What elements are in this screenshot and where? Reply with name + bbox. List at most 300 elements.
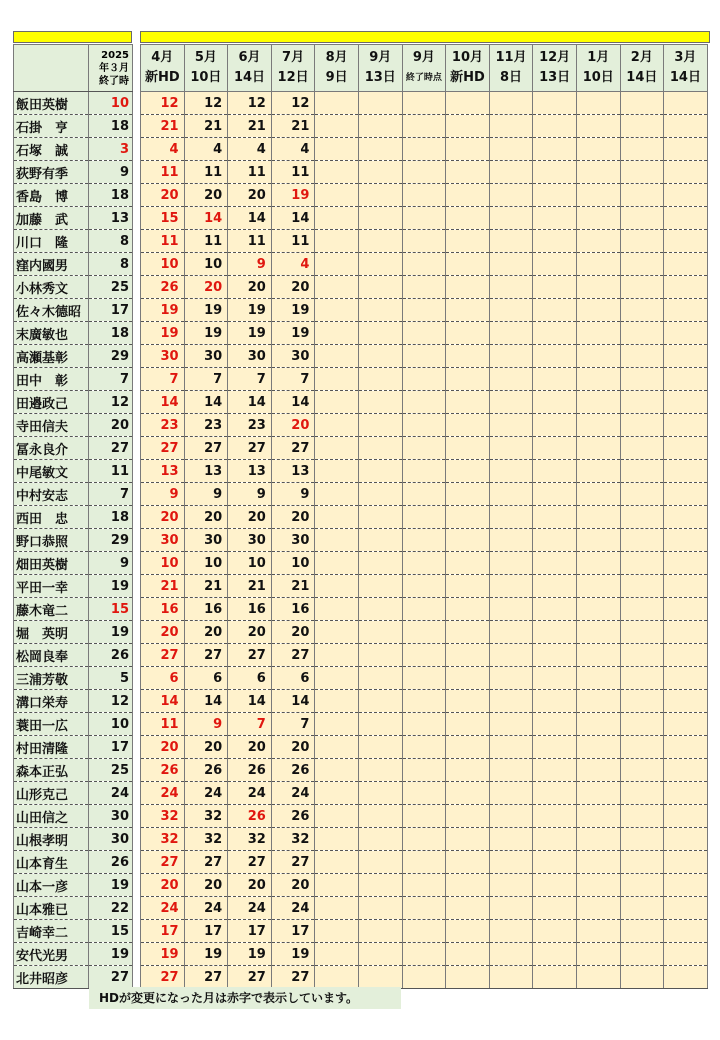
empty-handicap-cell [576, 184, 620, 207]
player-row [14, 966, 133, 989]
empty-handicap-cell [533, 276, 577, 299]
empty-handicap-cell [533, 920, 577, 943]
handicap-value: 20 [271, 874, 315, 897]
handicap-row [141, 621, 708, 644]
empty-handicap-cell [533, 828, 577, 851]
player-row [14, 161, 133, 184]
empty-handicap-cell [533, 736, 577, 759]
empty-handicap-cell [576, 437, 620, 460]
empty-handicap-cell [358, 736, 402, 759]
month-label: 9月 [369, 50, 392, 65]
handicap-value: 4 [184, 138, 228, 161]
empty-handicap-cell [402, 713, 446, 736]
empty-handicap-cell [489, 345, 533, 368]
handicap-value: 24 [184, 897, 228, 920]
empty-handicap-cell [576, 552, 620, 575]
empty-handicap-cell [315, 391, 359, 414]
player-row [14, 460, 133, 483]
empty-handicap-cell [664, 782, 708, 805]
empty-handicap-cell [315, 897, 359, 920]
handicap-value: 26 [228, 805, 272, 828]
handicap-value: 4 [271, 253, 315, 276]
empty-handicap-cell [446, 828, 490, 851]
handicap-value: 27 [184, 644, 228, 667]
player-row [14, 322, 133, 345]
empty-handicap-cell [664, 506, 708, 529]
handicap-value: 27 [141, 644, 185, 667]
handicap-value: 7 [228, 368, 272, 391]
month-label: 1月 [587, 50, 610, 65]
empty-handicap-cell [358, 805, 402, 828]
month-header-4 [271, 45, 315, 92]
handicap-value: 19 [228, 943, 272, 966]
handicap-value: 19 [184, 322, 228, 345]
handicap-value: 19 [141, 943, 185, 966]
handicap-value: 24 [228, 897, 272, 920]
handicap-value: 21 [271, 115, 315, 138]
handicap-value: 32 [184, 805, 228, 828]
name-column-header [14, 45, 89, 92]
empty-handicap-cell [358, 414, 402, 437]
handicap-value: 10 [271, 552, 315, 575]
handicap-value: 24 [141, 897, 185, 920]
player-name: 溝口栄寿 [14, 690, 89, 713]
player-name: 堀 英明 [14, 621, 89, 644]
empty-handicap-cell [402, 644, 446, 667]
empty-handicap-cell [576, 483, 620, 506]
month-label: 4月 [151, 50, 174, 65]
handicap-value: 7 [184, 368, 228, 391]
empty-handicap-cell [533, 414, 577, 437]
empty-handicap-cell [533, 391, 577, 414]
empty-handicap-cell [315, 851, 359, 874]
handicap-row [141, 943, 708, 966]
handicap-row [141, 345, 708, 368]
player-name: 小林秀文 [14, 276, 89, 299]
player-row [14, 736, 133, 759]
empty-handicap-cell [358, 230, 402, 253]
empty-handicap-cell [664, 552, 708, 575]
empty-handicap-cell [620, 368, 664, 391]
player-row [14, 437, 133, 460]
empty-handicap-cell [489, 736, 533, 759]
handicap-row [141, 713, 708, 736]
base-handicap-value: 17 [89, 736, 133, 759]
empty-handicap-cell [664, 483, 708, 506]
base-handicap-value: 18 [89, 322, 133, 345]
handicap-value: 19 [141, 299, 185, 322]
player-row [14, 713, 133, 736]
player-row [14, 552, 133, 575]
empty-handicap-cell [620, 115, 664, 138]
empty-handicap-cell [533, 322, 577, 345]
month-header-2 [184, 45, 228, 92]
handicap-row [141, 184, 708, 207]
month-date-label: 14日 [626, 70, 658, 85]
player-name: 冨永良介 [14, 437, 89, 460]
month-header-row [141, 45, 708, 92]
empty-handicap-cell [533, 575, 577, 598]
handicap-value: 19 [271, 299, 315, 322]
empty-handicap-cell [358, 276, 402, 299]
month-header-9 [489, 45, 533, 92]
empty-handicap-cell [402, 736, 446, 759]
empty-handicap-cell [446, 230, 490, 253]
empty-handicap-cell [664, 851, 708, 874]
handicap-value: 14 [184, 207, 228, 230]
empty-handicap-cell [489, 851, 533, 874]
empty-handicap-cell [664, 253, 708, 276]
empty-handicap-cell [446, 276, 490, 299]
empty-handicap-cell [664, 184, 708, 207]
empty-handicap-cell [315, 552, 359, 575]
empty-handicap-cell [315, 437, 359, 460]
handicap-value: 10 [228, 552, 272, 575]
empty-handicap-cell [402, 552, 446, 575]
player-name: 寺田信夫 [14, 414, 89, 437]
empty-handicap-cell [315, 506, 359, 529]
empty-handicap-cell [664, 299, 708, 322]
handicap-value: 9 [141, 483, 185, 506]
handicap-value: 9 [184, 483, 228, 506]
empty-handicap-cell [358, 299, 402, 322]
empty-handicap-cell [358, 690, 402, 713]
empty-handicap-cell [402, 529, 446, 552]
handicap-row [141, 690, 708, 713]
base-handicap-value: 20 [89, 414, 133, 437]
empty-handicap-cell [620, 851, 664, 874]
player-name: 蓑田一広 [14, 713, 89, 736]
empty-handicap-cell [489, 782, 533, 805]
empty-handicap-cell [664, 575, 708, 598]
handicap-value: 30 [228, 529, 272, 552]
empty-handicap-cell [620, 345, 664, 368]
handicap-value: 20 [228, 276, 272, 299]
empty-handicap-cell [315, 92, 359, 115]
empty-handicap-cell [315, 667, 359, 690]
empty-handicap-cell [533, 437, 577, 460]
player-name: 石塚 誠 [14, 138, 89, 161]
empty-handicap-cell [489, 276, 533, 299]
empty-handicap-cell [489, 759, 533, 782]
handicap-value: 10 [141, 552, 185, 575]
empty-handicap-cell [664, 529, 708, 552]
base-handicap-value: 7 [89, 483, 133, 506]
empty-handicap-cell [446, 920, 490, 943]
empty-handicap-cell [446, 184, 490, 207]
empty-handicap-cell [620, 230, 664, 253]
empty-handicap-cell [315, 874, 359, 897]
handicap-row [141, 667, 708, 690]
empty-handicap-cell [446, 253, 490, 276]
empty-handicap-cell [533, 207, 577, 230]
empty-handicap-cell [489, 253, 533, 276]
empty-handicap-cell [664, 161, 708, 184]
empty-handicap-cell [402, 92, 446, 115]
empty-handicap-cell [533, 552, 577, 575]
empty-handicap-cell [620, 621, 664, 644]
empty-handicap-cell [489, 920, 533, 943]
empty-handicap-cell [533, 506, 577, 529]
base-handicap-value: 19 [89, 874, 133, 897]
empty-handicap-cell [358, 368, 402, 391]
empty-handicap-cell [664, 138, 708, 161]
empty-handicap-cell [664, 690, 708, 713]
empty-handicap-cell [664, 713, 708, 736]
empty-handicap-cell [358, 874, 402, 897]
handicap-row [141, 552, 708, 575]
empty-handicap-cell [576, 943, 620, 966]
empty-handicap-cell [315, 690, 359, 713]
empty-handicap-cell [620, 299, 664, 322]
empty-handicap-cell [446, 713, 490, 736]
empty-handicap-cell [664, 437, 708, 460]
handicap-value: 27 [271, 644, 315, 667]
player-row [14, 138, 133, 161]
empty-handicap-cell [664, 759, 708, 782]
empty-handicap-cell [576, 805, 620, 828]
handicap-value: 14 [141, 391, 185, 414]
base-handicap-value: 18 [89, 184, 133, 207]
empty-handicap-cell [620, 782, 664, 805]
empty-handicap-cell [315, 138, 359, 161]
empty-handicap-cell [620, 253, 664, 276]
empty-handicap-cell [358, 759, 402, 782]
base-handicap-header [89, 45, 133, 92]
empty-handicap-cell [664, 368, 708, 391]
empty-handicap-cell [533, 805, 577, 828]
empty-handicap-cell [446, 897, 490, 920]
empty-handicap-cell [664, 966, 708, 989]
handicap-row [141, 644, 708, 667]
handicap-value: 14 [184, 391, 228, 414]
empty-handicap-cell [664, 920, 708, 943]
empty-handicap-cell [664, 897, 708, 920]
empty-handicap-cell [402, 851, 446, 874]
handicap-value: 19 [228, 322, 272, 345]
empty-handicap-cell [533, 368, 577, 391]
player-row [14, 92, 133, 115]
handicap-value: 32 [141, 805, 185, 828]
handicap-value: 27 [271, 437, 315, 460]
empty-handicap-cell [576, 667, 620, 690]
empty-handicap-cell [402, 138, 446, 161]
empty-handicap-cell [315, 966, 359, 989]
handicap-value: 7 [228, 713, 272, 736]
handicap-value: 20 [271, 506, 315, 529]
empty-handicap-cell [446, 391, 490, 414]
month-header-10 [533, 45, 577, 92]
empty-handicap-cell [446, 138, 490, 161]
handicap-value: 14 [228, 207, 272, 230]
handicap-value: 11 [184, 230, 228, 253]
empty-handicap-cell [533, 690, 577, 713]
empty-handicap-cell [402, 598, 446, 621]
empty-handicap-cell [358, 322, 402, 345]
empty-handicap-cell [315, 115, 359, 138]
empty-handicap-cell [620, 874, 664, 897]
player-row [14, 575, 133, 598]
empty-handicap-cell [446, 115, 490, 138]
empty-handicap-cell [402, 805, 446, 828]
empty-handicap-cell [489, 943, 533, 966]
handicap-row [141, 851, 708, 874]
empty-handicap-cell [620, 713, 664, 736]
handicap-value: 20 [141, 874, 185, 897]
handicap-value: 27 [184, 851, 228, 874]
handicap-row [141, 115, 708, 138]
handicap-value: 15 [141, 207, 185, 230]
empty-handicap-cell [315, 621, 359, 644]
handicap-value: 32 [184, 828, 228, 851]
month-date-label: 8日 [500, 70, 523, 85]
base-handicap-value: 3 [89, 138, 133, 161]
empty-handicap-cell [664, 276, 708, 299]
empty-handicap-cell [576, 391, 620, 414]
empty-handicap-cell [620, 897, 664, 920]
handicap-value: 20 [271, 414, 315, 437]
empty-handicap-cell [533, 138, 577, 161]
empty-handicap-cell [402, 874, 446, 897]
month-date-label: 14日 [233, 70, 266, 85]
player-row [14, 828, 133, 851]
empty-handicap-cell [489, 230, 533, 253]
handicap-value: 20 [228, 621, 272, 644]
base-handicap-value: 19 [89, 621, 133, 644]
handicap-value: 11 [184, 161, 228, 184]
empty-handicap-cell [489, 828, 533, 851]
empty-handicap-cell [358, 92, 402, 115]
handicap-value: 26 [184, 759, 228, 782]
player-name: 飯田英樹 [14, 92, 89, 115]
empty-handicap-cell [576, 736, 620, 759]
empty-handicap-cell [358, 437, 402, 460]
handicap-value: 19 [184, 943, 228, 966]
empty-handicap-cell [489, 644, 533, 667]
month-label: 10月 [451, 50, 483, 65]
player-row [14, 391, 133, 414]
empty-handicap-cell [620, 920, 664, 943]
empty-handicap-cell [446, 437, 490, 460]
handicap-value: 24 [141, 782, 185, 805]
empty-handicap-cell [489, 115, 533, 138]
month-label: 12月 [539, 50, 571, 65]
empty-handicap-cell [620, 207, 664, 230]
empty-handicap-cell [446, 782, 490, 805]
empty-handicap-cell [489, 966, 533, 989]
empty-handicap-cell [489, 138, 533, 161]
empty-handicap-cell [402, 276, 446, 299]
handicap-value: 23 [184, 414, 228, 437]
handicap-value: 27 [184, 437, 228, 460]
handicap-value: 14 [271, 207, 315, 230]
empty-handicap-cell [664, 414, 708, 437]
handicap-value: 24 [271, 782, 315, 805]
base-handicap-value: 11 [89, 460, 133, 483]
player-row [14, 299, 133, 322]
empty-handicap-cell [315, 299, 359, 322]
empty-handicap-cell [620, 690, 664, 713]
empty-handicap-cell [315, 184, 359, 207]
player-name: 西田 忠 [14, 506, 89, 529]
month-date-label: 13日 [539, 70, 571, 85]
empty-handicap-cell [533, 644, 577, 667]
empty-handicap-cell [402, 690, 446, 713]
empty-handicap-cell [620, 828, 664, 851]
empty-handicap-cell [315, 161, 359, 184]
handicap-value: 19 [184, 299, 228, 322]
base-handicap-value: 17 [89, 299, 133, 322]
handicap-value: 6 [271, 667, 315, 690]
empty-handicap-cell [533, 161, 577, 184]
empty-handicap-cell [358, 138, 402, 161]
empty-handicap-cell [358, 828, 402, 851]
player-name: 窪内國男 [14, 253, 89, 276]
handicap-value: 6 [228, 667, 272, 690]
handicap-value: 6 [141, 667, 185, 690]
empty-handicap-cell [358, 207, 402, 230]
empty-handicap-cell [620, 552, 664, 575]
empty-handicap-cell [446, 759, 490, 782]
base-handicap-value: 29 [89, 529, 133, 552]
month-label: 2月 [630, 50, 653, 65]
empty-handicap-cell [489, 460, 533, 483]
base-handicap-value: 9 [89, 161, 133, 184]
month-label: 11月 [495, 50, 527, 65]
empty-handicap-cell [576, 506, 620, 529]
empty-handicap-cell [664, 874, 708, 897]
empty-handicap-cell [446, 460, 490, 483]
base-handicap-value: 7 [89, 368, 133, 391]
empty-handicap-cell [358, 483, 402, 506]
player-name: 吉崎幸二 [14, 920, 89, 943]
empty-handicap-cell [576, 529, 620, 552]
empty-handicap-cell [620, 276, 664, 299]
empty-handicap-cell [533, 115, 577, 138]
empty-handicap-cell [489, 598, 533, 621]
empty-handicap-cell [576, 414, 620, 437]
handicap-value: 21 [184, 575, 228, 598]
handicap-row [141, 414, 708, 437]
empty-handicap-cell [446, 414, 490, 437]
empty-handicap-cell [620, 460, 664, 483]
empty-handicap-cell [576, 966, 620, 989]
empty-handicap-cell [489, 621, 533, 644]
handicap-value: 32 [271, 828, 315, 851]
handicap-value: 20 [141, 184, 185, 207]
empty-handicap-cell [576, 368, 620, 391]
handicap-value: 11 [141, 713, 185, 736]
handicap-value: 20 [184, 276, 228, 299]
empty-handicap-cell [533, 184, 577, 207]
handicap-value: 14 [184, 690, 228, 713]
player-row [14, 345, 133, 368]
empty-handicap-cell [533, 943, 577, 966]
empty-handicap-cell [446, 621, 490, 644]
handicap-value: 32 [228, 828, 272, 851]
month-header-8 [446, 45, 490, 92]
empty-handicap-cell [576, 460, 620, 483]
empty-handicap-cell [315, 322, 359, 345]
player-name: 野口恭照 [14, 529, 89, 552]
empty-handicap-cell [402, 391, 446, 414]
empty-handicap-cell [576, 713, 620, 736]
player-row [14, 115, 133, 138]
handicap-value: 13 [141, 460, 185, 483]
empty-handicap-cell [620, 92, 664, 115]
month-header-6 [358, 45, 402, 92]
handicap-value: 11 [141, 161, 185, 184]
